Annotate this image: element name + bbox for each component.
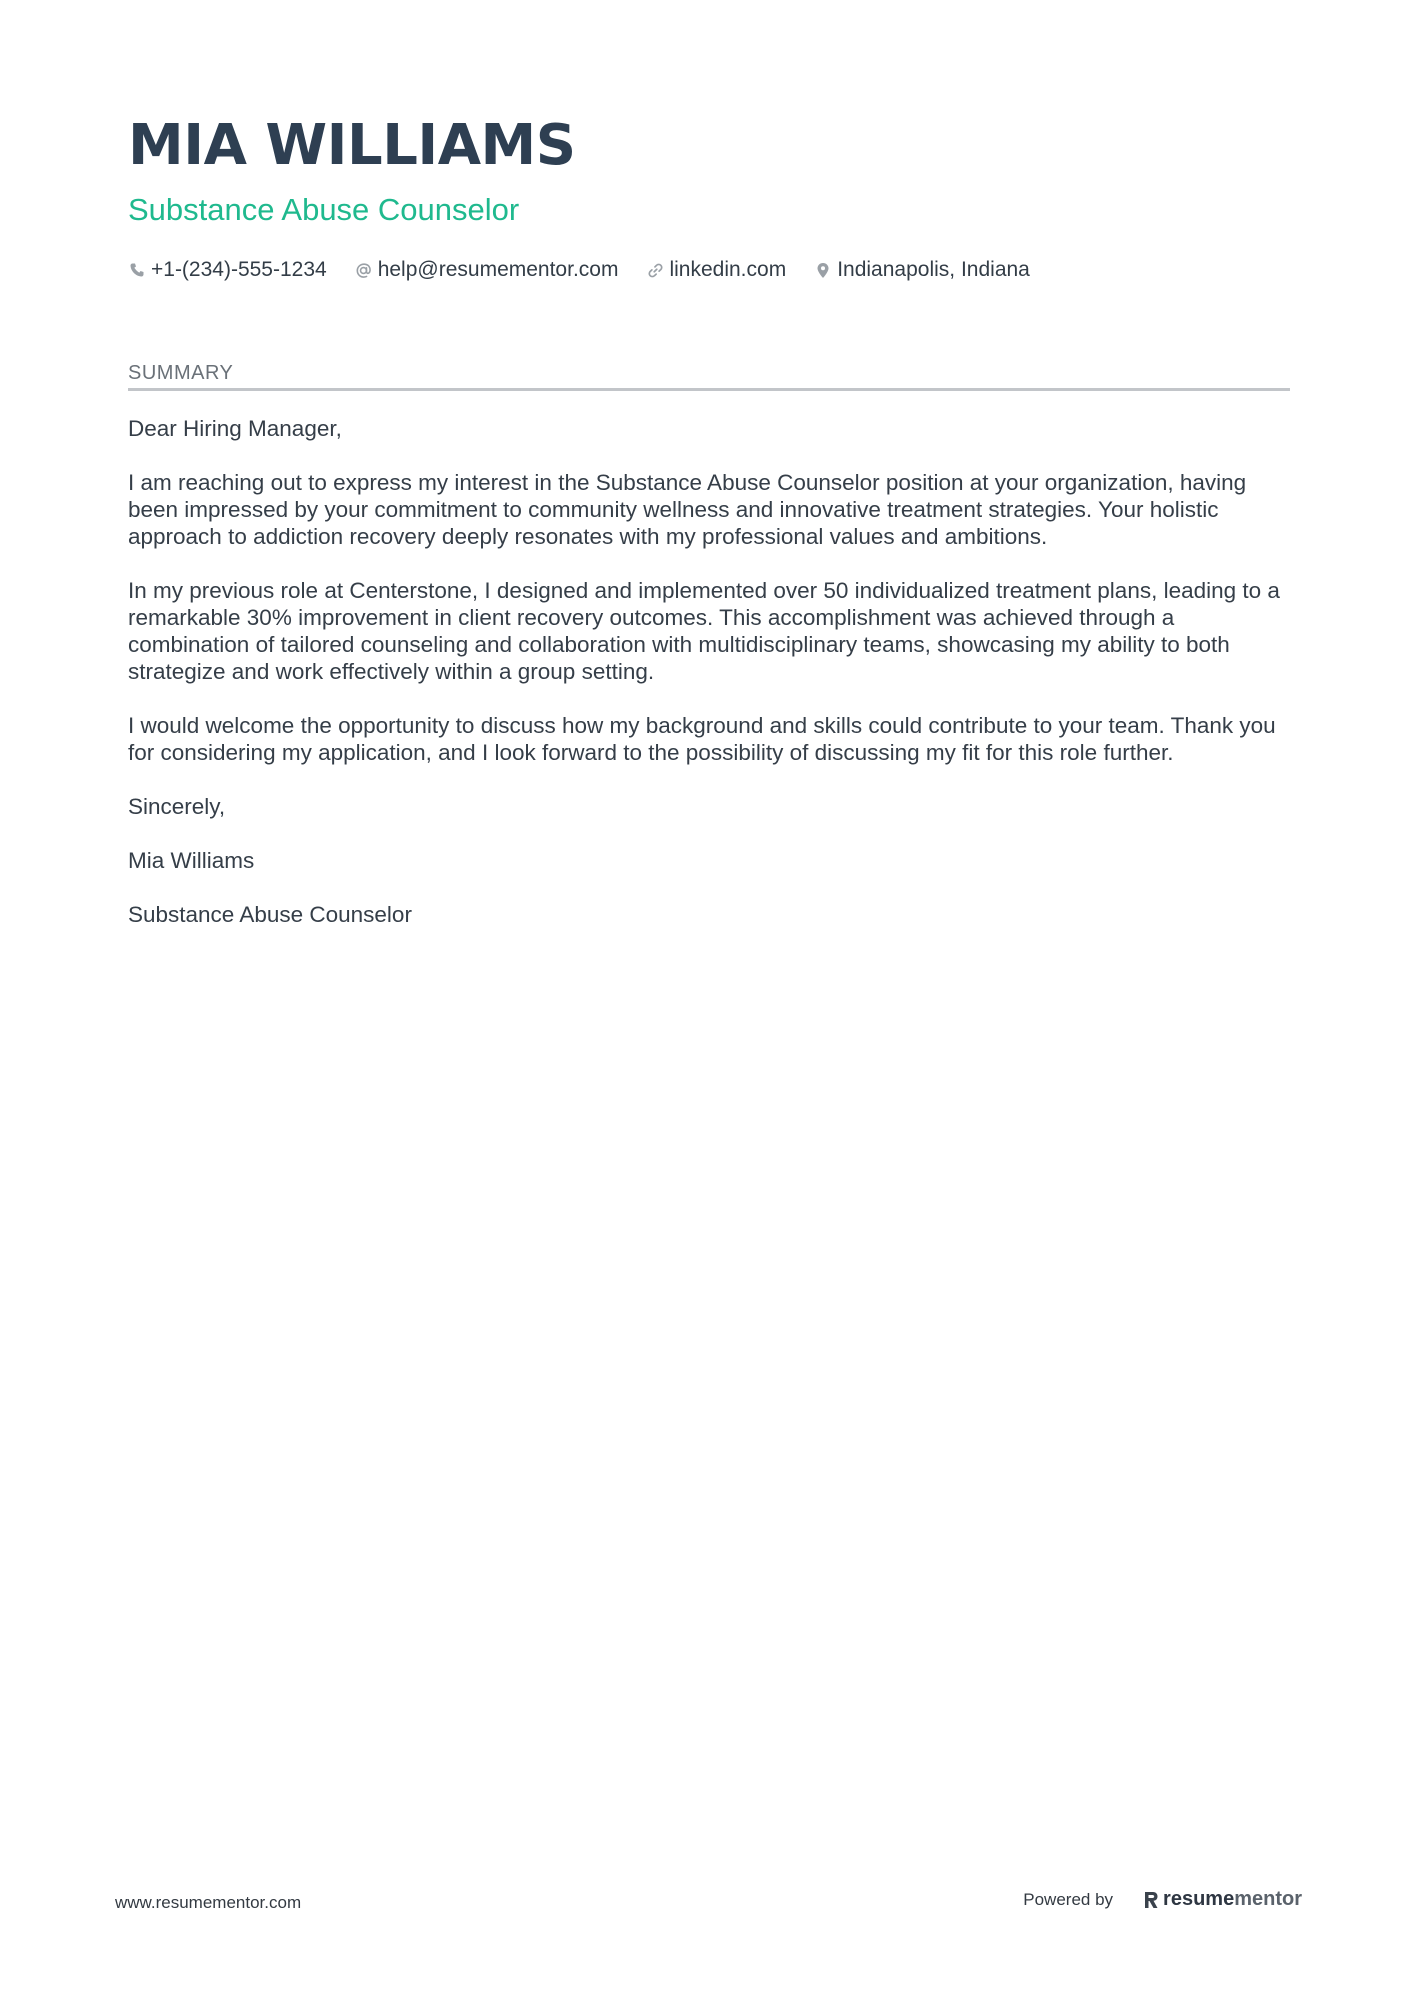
letter-paragraph-closing: I would welcome the opportunity to discuss how my background and skills could contribute to your team. Thank you for considering my application, and I look forward to the possibility of discussing my fit for this role further. <box>128 713 1276 765</box>
resumementor-logo-icon <box>1143 1890 1159 1910</box>
cover-letter-body <box>128 415 1290 928</box>
footer-website-link[interactable]: www.resumementor.com <box>115 1893 302 1912</box>
letter-paragraph-intro: I am reaching out to express my interest in the Substance Abuse Counselor position at your organization, having been impressed by your commitment to community wellness and innovative treatment strategies. Your holistic approach to addiction recovery deeply resonates with my professional values and ambitions. <box>128 470 1247 549</box>
contact-bar <box>128 256 1288 284</box>
job-title: Substance Abuse Counselor <box>128 192 520 227</box>
footer-branding <box>1023 1888 1302 1911</box>
phone-icon <box>128 261 146 279</box>
salutation: Dear Hiring Manager, <box>128 416 342 441</box>
summary-section <box>128 360 1290 955</box>
contact-linkedin-text[interactable]: linkedin.com <box>669 258 787 281</box>
contact-location-text: Indianapolis, Indiana <box>837 258 1030 281</box>
contact-email[interactable] <box>355 256 619 284</box>
contact-location <box>814 256 1030 284</box>
contact-phone <box>128 256 327 284</box>
contact-email-text[interactable]: help@resumementor.com <box>377 258 619 281</box>
contact-phone-text: +1-(234)-555-1234 <box>151 258 327 281</box>
location-pin-icon <box>814 261 832 279</box>
signature-title: Substance Abuse Counselor <box>128 902 412 927</box>
sign-off: Sincerely, <box>128 794 226 819</box>
letter-paragraph-experience: In my previous role at Centerstone, I designed and implemented over 50 individualized treatment plans, leading to a remarkable 30% improvement in client recovery outcomes. This accomplishment was achieved through a combination of tailored counseling and collaboration with multidisciplinary teams, showcasing my ability to both strategize and work effectively within a group setting. <box>128 578 1280 684</box>
brand-logo-link[interactable] <box>1143 1888 1302 1911</box>
header <box>128 108 1288 284</box>
contact-linkedin[interactable] <box>646 256 786 284</box>
section-heading: SUMMARY <box>128 360 1290 391</box>
brand-name-part1: resume <box>1163 1888 1235 1910</box>
candidate-name: MIA WILLIAMS <box>128 113 576 178</box>
signature-name: Mia Williams <box>128 848 255 873</box>
powered-by-label: Powered by <box>1023 1889 1114 1909</box>
brand-name-part2: mentor <box>1234 1888 1302 1910</box>
at-icon <box>355 261 373 279</box>
link-icon <box>646 261 664 279</box>
